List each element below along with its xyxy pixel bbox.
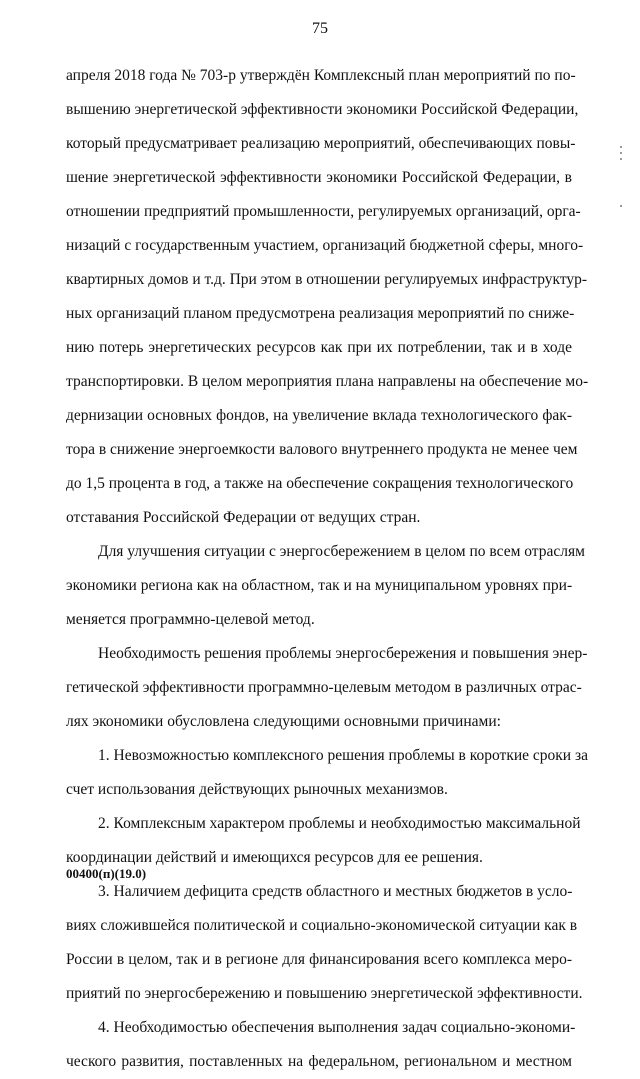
text-line: до 1,5 процента в год, а также на обеспечение сокращения технологического (66, 475, 574, 492)
page-number: 75 (312, 20, 328, 37)
text-line: нию потерь энергетических ресурсов как при их потреблении, так и в ходе (66, 339, 572, 356)
text-line: гетической эффективности программно-целевым методом в различных отрас- (66, 679, 582, 696)
text-line: апреля 2018 года № 703-р утверждён Комплексный план мероприятий по по- (66, 67, 576, 84)
text-line: 3. Наличием дефицита средств областного и местных бюджетов в усло- (98, 883, 573, 900)
text-line: низаций с государственным участием, организаций бюджетной сферы, много- (66, 237, 584, 254)
text-line: отставания Российской Федерации от ведущих стран. (66, 509, 421, 526)
text-line: России в целом, так и в регионе для финансирования всего комплекса меро- (66, 951, 572, 968)
text-line: виях сложившейся политической и социально-экономической ситуации как в (66, 917, 578, 934)
text-line: отношении предприятий промышленности, регулируемых организаций, орга- (66, 203, 581, 220)
scan-mark (620, 205, 622, 207)
text-line: 1. Невозможностью комплексного решения проблемы в короткие сроки за (98, 747, 588, 764)
text-line: экономики региона как на областном, так и на муниципальном уровнях при- (66, 577, 573, 594)
text-line: координации действий и имеющихся ресурсов для ее решения. (66, 849, 483, 866)
text-line: тора в снижение энергоемкости валового внутреннего продукта не менее чем (66, 441, 578, 458)
scan-mark (620, 158, 622, 160)
text-line: который предусматривает реализацию мероприятий, обеспечивающих повы- (66, 135, 576, 152)
text-line: 2. Комплексным характером проблемы и необходимостью максимальной (98, 815, 581, 832)
text-line: транспортировки. В целом мероприятия плана направлены на обеспечение мо- (66, 373, 589, 390)
text-line: шение энергетической эффективности экономики Российской Федерации, в (66, 169, 572, 186)
text-line: ных организаций планом предусмотрена реализация мероприятий по сниже- (66, 305, 575, 322)
document-body (66, 59, 589, 1079)
text-line: счет использования действующих рыночных механизмов. (66, 781, 448, 798)
text-line: 4. Необходимостью обеспечения выполнения задач социально-экономи- (98, 1019, 576, 1036)
text-line: Для улучшения ситуации с энергосбережением в целом по всем отраслям (98, 543, 585, 560)
text-line: приятий по энергосбережению и повышению энергетической эффективности. (66, 985, 583, 1002)
text-line: вышению энергетической эффективности экономики Российской Федерации, (66, 101, 579, 118)
text-line: квартирных домов и т.д. При этом в отношении регулируемых инфраструктур- (66, 271, 588, 288)
text-line: ческого развития, поставленных на федеральном, региональном и местном (66, 1053, 572, 1070)
text-line: меняется программно-целевой метод. (66, 611, 315, 628)
text-line: лях экономики обусловлена следующими основными причинами: (66, 713, 501, 730)
text-line: дернизации основных фондов, на увеличение вклада технологического фак- (66, 407, 572, 424)
scan-mark (620, 146, 622, 148)
scan-mark (620, 152, 622, 154)
footer-code: 00400(п)(19.0) (66, 866, 147, 881)
text-line: Необходимость решения проблемы энергосбережения и повышения энер- (98, 645, 588, 662)
